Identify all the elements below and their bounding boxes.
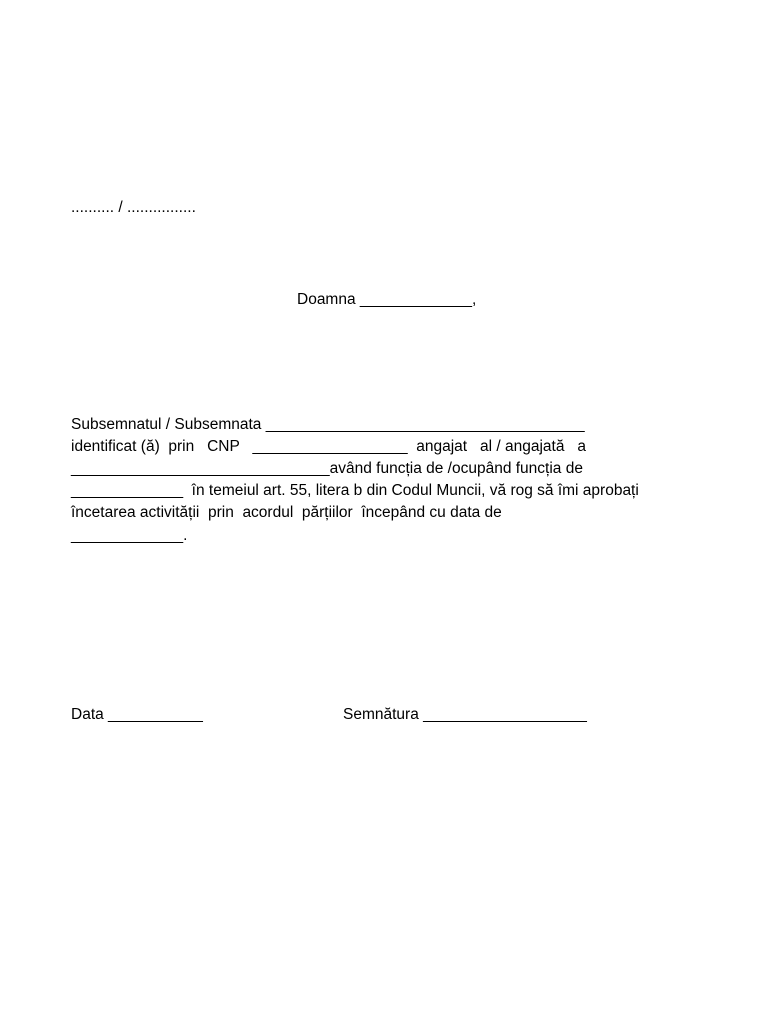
body-line: _____________ în temeiul art. 55, litera b din Codul Muncii, vă rog să îmi aprobați (71, 482, 639, 499)
date-field: Data ___________ (71, 706, 203, 723)
body-line: ______________________________având funcția de /ocupând funcția de (71, 460, 583, 477)
body-line: _____________. (71, 527, 188, 544)
body-line: încetarea activității prin acordul părțiilor începând cu data de (71, 504, 502, 521)
salutation: Doamna _____________, (297, 291, 477, 308)
signature-field: Semnătura ___________________ (343, 706, 587, 723)
body-line: identificat (ă) prin CNP __________________ angajat al / angajată a (71, 438, 587, 455)
registration-number: .......... / ................ (71, 199, 196, 216)
body-line: Subsemnatul / Subsemnata _____________________________________ (71, 416, 585, 433)
